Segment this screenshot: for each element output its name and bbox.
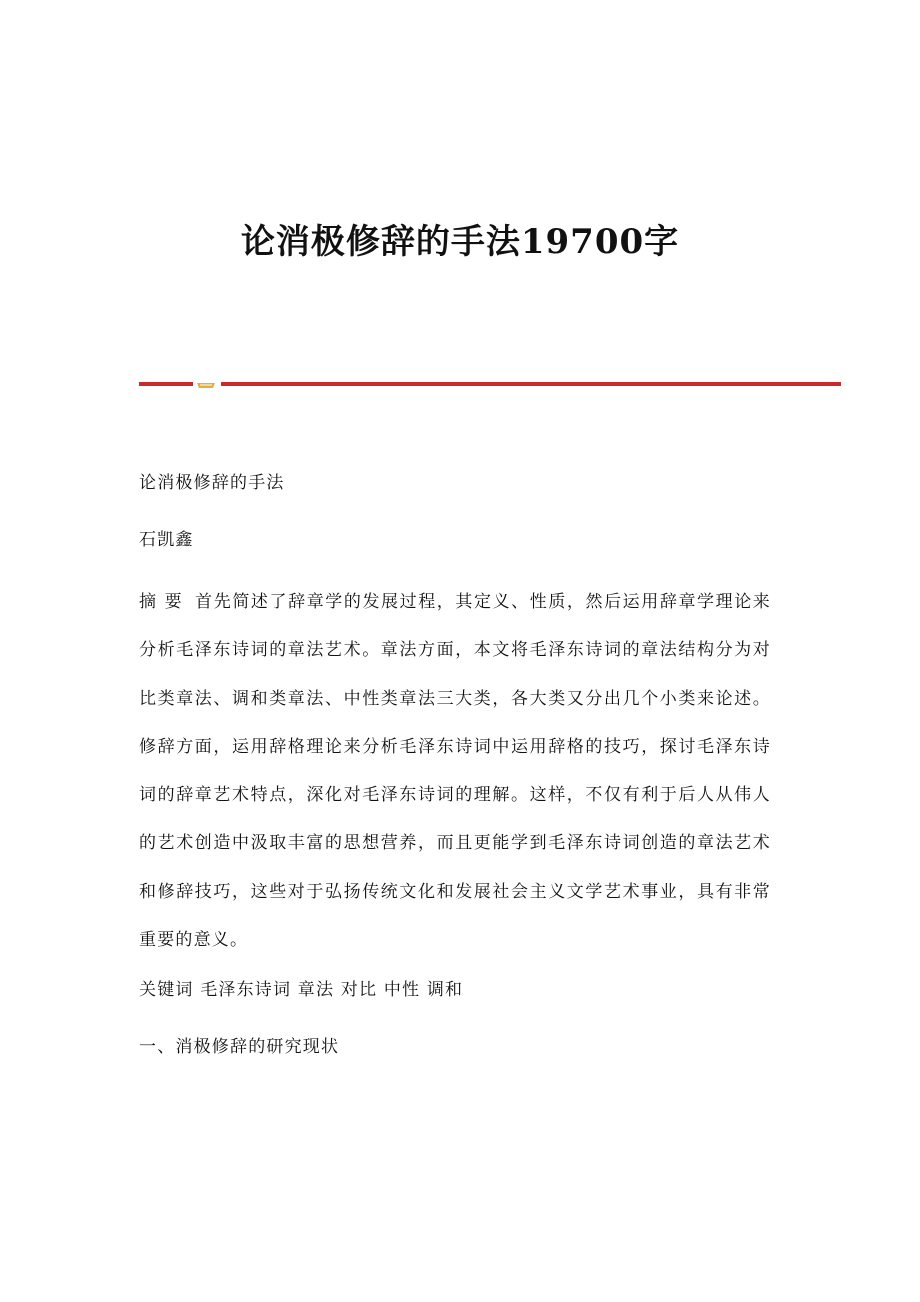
abstract-label: 摘 要 bbox=[139, 592, 184, 612]
divider-line-right bbox=[221, 382, 841, 386]
author-name: 石凯鑫 bbox=[139, 530, 194, 550]
article-title: 论消极修辞的手法 bbox=[139, 473, 285, 493]
section-heading: 一、消极修辞的研究现状 bbox=[139, 1037, 340, 1058]
abstract-text: 首先简述了辞章学的发展过程，其定义、性质，然后运用辞章学理论来分析毛泽东诗词的章法艺术。章法方面，本文将毛泽东诗词的章法结构分为对比类章法、调和类章法、中性类章法三大类，各大类又分出几个小类来论述。修辞方面，运用辞格理论来分析毛泽东诗词中运用辞格的技巧，探讨毛泽东诗词的辞章艺术特点，深化对毛泽东诗词的理解。这样，不仅有利于后人从伟人的艺术创造中汲取丰富的思想营养，而且更能学到毛泽东诗词创造的章法艺术和修辞技巧，这些对于弘扬传统文化和发展社会主义文学艺术事业，具有非常重要的意义。 bbox=[139, 592, 771, 951]
divider-line-left bbox=[139, 382, 193, 386]
document-body bbox=[139, 465, 779, 1065]
abstract-paragraph bbox=[139, 578, 771, 964]
keywords-line: 关键词 毛泽东诗词 章法 对比 中性 调和 bbox=[139, 980, 464, 1001]
page-title: 论消极修辞的手法19700字 bbox=[240, 222, 680, 262]
divider-ornament-icon bbox=[196, 382, 216, 389]
title-divider bbox=[139, 380, 841, 390]
